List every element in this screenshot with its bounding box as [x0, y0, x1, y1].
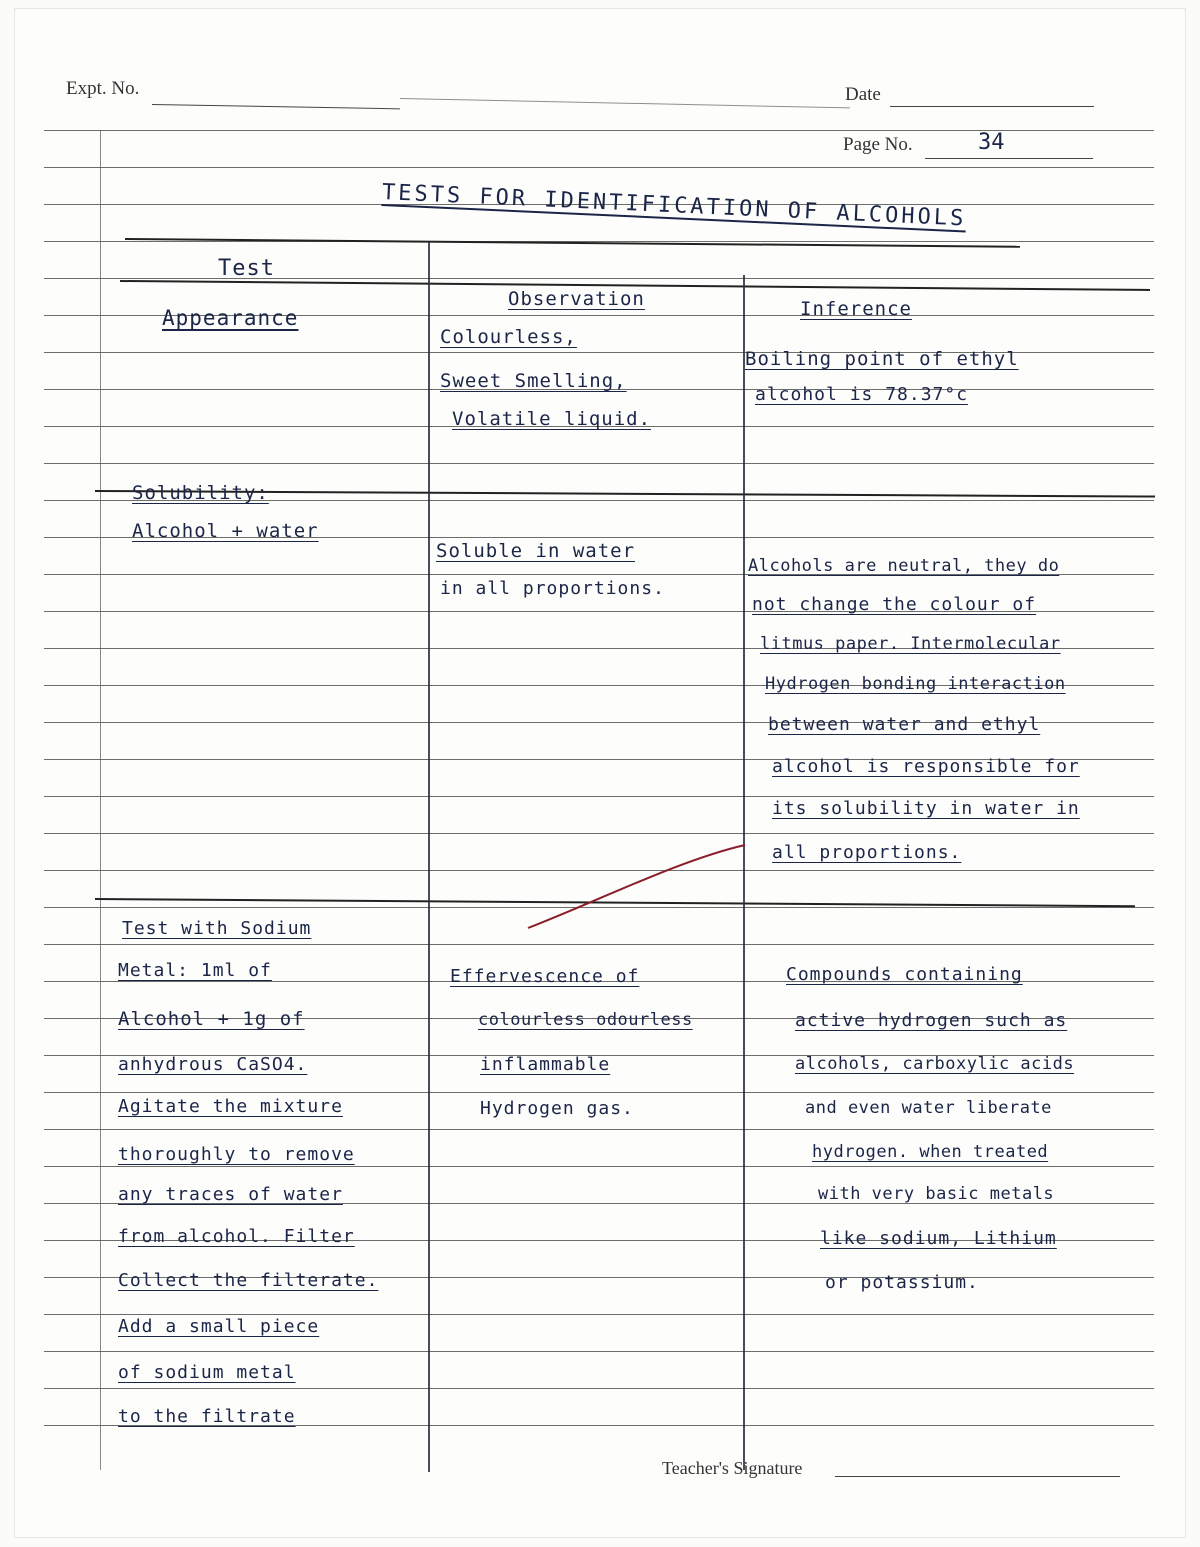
row2-observation-line: in all proportions.	[440, 578, 665, 599]
row3-inference-line: Compounds containing	[786, 964, 1023, 985]
row3-test-line: to the filtrate	[118, 1406, 296, 1427]
row2-inference-line: not change the colour of	[752, 594, 1037, 615]
column-header-observation: Observation	[508, 288, 645, 310]
row2-inference-line: between water and ethyl	[768, 714, 1041, 735]
row2-observation-line: Soluble in water	[436, 540, 636, 562]
row3-inference-line: or potassium.	[825, 1272, 979, 1293]
row3-inference-line: and even water liberate	[805, 1098, 1052, 1118]
row2-inference-line: litmus paper. Intermolecular	[760, 634, 1061, 654]
row3-test-line: Test with Sodium	[122, 918, 312, 939]
row1-test-line: Appearance	[162, 306, 299, 330]
row1-observation-line: Sweet Smelling,	[440, 370, 627, 392]
row3-observation-line: Effervescence of	[450, 966, 640, 987]
row3-test-line: thoroughly to remove	[118, 1144, 355, 1165]
row1-observation-line: Colourless,	[440, 326, 577, 348]
row3-test-line: Alcohol + 1g of	[118, 1008, 305, 1030]
row2-test-line: Solubility:	[132, 482, 269, 504]
row2-inference-line: alcohol is responsible for	[772, 756, 1080, 777]
row3-test-line: Collect the filterate.	[118, 1270, 379, 1291]
page-title: TESTS FOR IDENTIFICATION OF ALCOHOLS	[381, 180, 967, 232]
row3-test-line: Add a small piece	[118, 1316, 320, 1337]
row1-inference-line: Boiling point of ethyl	[745, 348, 1019, 370]
row2-inference-line: Hydrogen bonding interaction	[765, 674, 1066, 694]
teachers-signature-label: Teacher's Signature	[662, 1458, 803, 1478]
row3-test-line: from alcohol. Filter	[118, 1226, 355, 1247]
row3-observation-line: inflammable	[480, 1054, 611, 1075]
row3-test-line: any traces of water	[118, 1184, 343, 1205]
row1-observation-line: Volatile liquid.	[452, 408, 652, 430]
date-label: Date	[845, 84, 881, 105]
row3-inference-line: hydrogen. when treated	[812, 1142, 1049, 1162]
row3-test-line: Agitate the mixture	[118, 1096, 343, 1117]
row3-observation-line: Hydrogen gas.	[480, 1098, 634, 1119]
row3-inference-line: like sodium, Lithium	[820, 1228, 1057, 1249]
row3-inference-line: alcohols, carboxylic acids	[795, 1054, 1075, 1074]
expt-label: Expt. No.	[66, 78, 140, 99]
page-no-label: Page No.	[843, 134, 913, 155]
row3-observation-line: colourless odourless	[478, 1010, 693, 1030]
row1-inference-line: alcohol is 78.37°c	[755, 384, 969, 405]
row3-inference-line: active hydrogen such as	[795, 1010, 1068, 1031]
row2-test-line: Alcohol + water	[132, 520, 319, 542]
signature-underline	[835, 1476, 1120, 1477]
row2-inference-line: its solubility in water in	[772, 798, 1080, 819]
row3-test-line: of sodium metal	[118, 1362, 296, 1383]
row2-inference-line: all proportions.	[772, 842, 962, 863]
row3-test-line: Metal: 1ml of	[118, 960, 272, 981]
row3-inference-line: with very basic metals	[818, 1184, 1055, 1204]
page-number: 34	[978, 130, 1005, 155]
column-header-test: Test	[218, 256, 275, 281]
row2-inference-line: Alcohols are neutral, they do	[748, 556, 1060, 576]
row3-test-line: anhydrous CaSO4.	[118, 1054, 308, 1075]
column-header-inference: Inference	[800, 298, 912, 320]
